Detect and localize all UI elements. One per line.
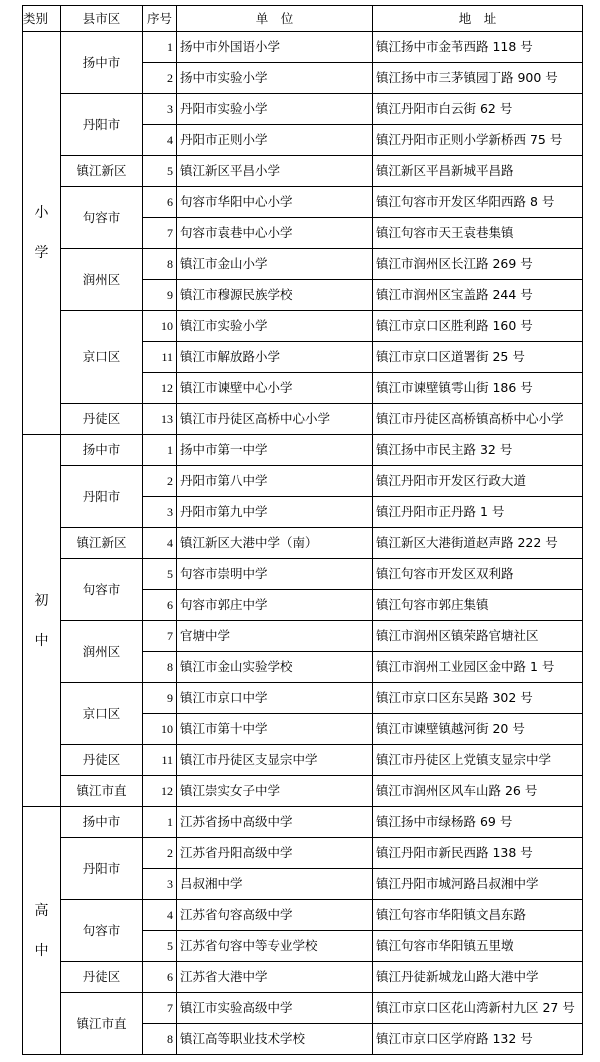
address-cell: 镇江句容市华阳镇文昌东路 [373,900,583,931]
seq-cell: 8 [143,1024,177,1055]
address-cell: 镇江丹徒新城龙山路大港中学 [373,962,583,993]
seq-cell: 2 [143,63,177,94]
seq-cell: 6 [143,187,177,218]
table-row [23,404,583,435]
unit-cell: 江苏省句容高级中学 [177,900,373,931]
unit-cell: 镇江市金山小学 [177,249,373,280]
unit-cell: 江苏省丹阳高级中学 [177,838,373,869]
seq-cell: 3 [143,869,177,900]
table-row [23,900,583,931]
seq-cell: 6 [143,590,177,621]
district-cell: 润州区 [61,249,143,311]
district-cell: 丹徒区 [61,745,143,776]
address-cell: 镇江市润州区长江路 269 号 [373,249,583,280]
address-cell: 镇江句容市华阳镇五里墩 [373,931,583,962]
seq-cell: 3 [143,497,177,528]
address-cell: 镇江市京口区花山湾新村九区 27 号 [373,993,583,1024]
table-row [23,528,583,559]
table-row [23,776,583,807]
table-row [23,683,583,714]
unit-cell: 扬中市第一中学 [177,435,373,466]
address-cell: 镇江市丹徒区上党镇支显宗中学 [373,745,583,776]
unit-cell: 江苏省句容中等专业学校 [177,931,373,962]
unit-cell: 江苏省扬中高级中学 [177,807,373,838]
unit-cell: 镇江市实验高级中学 [177,993,373,1024]
table-row [23,838,583,869]
seq-cell: 7 [143,218,177,249]
address-cell: 镇江扬中市民主路 32 号 [373,435,583,466]
unit-cell: 丹阳市实验小学 [177,94,373,125]
district-cell: 扬中市 [61,807,143,838]
seq-cell: 10 [143,714,177,745]
address-cell: 镇江市京口区学府路 132 号 [373,1024,583,1055]
address-cell: 镇江市谏壁镇雩山街 186 号 [373,373,583,404]
table-body [23,32,583,1055]
unit-cell: 丹阳市第九中学 [177,497,373,528]
seq-cell: 5 [143,931,177,962]
unit-cell: 镇江高等职业技术学校 [177,1024,373,1055]
address-cell: 镇江丹阳市正则小学新桥西 75 号 [373,125,583,156]
address-cell: 镇江市谏壁镇越河街 20 号 [373,714,583,745]
header-row [23,6,583,32]
category-char: 学 [34,245,49,261]
unit-cell: 镇江崇实女子中学 [177,776,373,807]
district-cell: 镇江新区 [61,528,143,559]
seq-cell: 4 [143,528,177,559]
address-cell: 镇江句容市郭庄集镇 [373,590,583,621]
seq-cell: 1 [143,32,177,63]
seq-cell: 6 [143,962,177,993]
unit-cell: 镇江市第十中学 [177,714,373,745]
seq-cell: 4 [143,900,177,931]
seq-cell: 11 [143,745,177,776]
table-row [23,249,583,280]
district-cell: 京口区 [61,311,143,404]
unit-cell: 镇江市丹徒区支显宗中学 [177,745,373,776]
table-row [23,466,583,497]
district-cell: 京口区 [61,683,143,745]
seq-cell: 2 [143,466,177,497]
address-cell: 镇江扬中市绿杨路 69 号 [373,807,583,838]
district-cell: 丹阳市 [61,94,143,156]
address-cell: 镇江市润州区宝盖路 244 号 [373,280,583,311]
unit-cell: 镇江市丹徒区高桥中心小学 [177,404,373,435]
seq-cell: 7 [143,621,177,652]
category-char: 高 [34,902,49,919]
header-category: 类别 [23,6,61,32]
address-cell: 镇江丹阳市正丹路 1 号 [373,497,583,528]
district-cell: 扬中市 [61,32,143,94]
unit-cell: 句容市崇明中学 [177,559,373,590]
header-unit: 单 位 [177,6,373,32]
table-row [23,993,583,1024]
address-cell: 镇江市京口区胜利路 160 号 [373,311,583,342]
address-cell: 镇江扬中市金苇西路 118 号 [373,32,583,63]
category-cell [23,807,61,1055]
seq-cell: 12 [143,373,177,404]
seq-cell: 3 [143,94,177,125]
table-row [23,745,583,776]
table-row [23,807,583,838]
address-cell: 镇江新区大港街道赵声路 222 号 [373,528,583,559]
district-cell: 句容市 [61,559,143,621]
header-address: 地 址 [373,6,583,32]
seq-cell: 13 [143,404,177,435]
address-cell: 镇江市京口区道署街 25 号 [373,342,583,373]
district-cell: 丹徒区 [61,962,143,993]
address-cell: 镇江句容市开发区双利路 [373,559,583,590]
district-cell: 扬中市 [61,435,143,466]
seq-cell: 10 [143,311,177,342]
district-cell: 丹阳市 [61,838,143,900]
seq-cell: 11 [143,342,177,373]
unit-cell: 吕叔湘中学 [177,869,373,900]
district-cell: 句容市 [61,187,143,249]
unit-cell: 镇江市金山实验学校 [177,652,373,683]
unit-cell: 镇江市谏壁中心小学 [177,373,373,404]
district-cell: 镇江市直 [61,776,143,807]
table-row [23,962,583,993]
address-cell: 镇江扬中市三茅镇园丁路 900 号 [373,63,583,94]
address-cell: 镇江市丹徒区高桥镇高桥中心小学 [373,404,583,435]
address-cell: 镇江市润州工业园区金中路 1 号 [373,652,583,683]
district-cell: 丹徒区 [61,404,143,435]
district-cell: 句容市 [61,900,143,962]
address-cell: 镇江市润州区风车山路 26 号 [373,776,583,807]
unit-cell: 镇江市实验小学 [177,311,373,342]
district-cell: 镇江市直 [61,993,143,1055]
district-cell: 镇江新区 [61,156,143,187]
unit-cell: 镇江市京口中学 [177,683,373,714]
category-cell [23,32,61,435]
seq-cell: 1 [143,435,177,466]
table-row [23,187,583,218]
unit-cell: 丹阳市第八中学 [177,466,373,497]
seq-cell: 9 [143,683,177,714]
unit-cell: 扬中市实验小学 [177,63,373,94]
unit-cell: 官塘中学 [177,621,373,652]
unit-cell: 镇江市穆源民族学校 [177,280,373,311]
district-cell: 润州区 [61,621,143,683]
address-cell: 镇江新区平昌新城平昌路 [373,156,583,187]
unit-cell: 句容市华阳中心小学 [177,187,373,218]
category-char: 中 [34,942,49,959]
address-cell: 镇江市润州区镇荣路官塘社区 [373,621,583,652]
unit-cell: 江苏省大港中学 [177,962,373,993]
table-row [23,32,583,63]
seq-cell: 4 [143,125,177,156]
unit-cell: 镇江新区大港中学（南） [177,528,373,559]
table-row [23,435,583,466]
seq-cell: 2 [143,838,177,869]
category-char: 小 [34,205,49,221]
table-row [23,621,583,652]
school-table [22,5,583,1055]
address-cell: 镇江丹阳市城河路吕叔湘中学 [373,869,583,900]
seq-cell: 12 [143,776,177,807]
address-cell: 镇江丹阳市白云街 62 号 [373,94,583,125]
address-cell: 镇江句容市开发区华阳西路 8 号 [373,187,583,218]
unit-cell: 句容市郭庄中学 [177,590,373,621]
unit-cell: 镇江市解放路小学 [177,342,373,373]
category-cell [23,435,61,807]
category-char: 初 [34,592,49,609]
seq-cell: 1 [143,807,177,838]
seq-cell: 8 [143,652,177,683]
table-row [23,156,583,187]
table-row [23,94,583,125]
seq-cell: 5 [143,156,177,187]
category-char: 中 [34,632,49,649]
unit-cell: 丹阳市正则小学 [177,125,373,156]
unit-cell: 扬中市外国语小学 [177,32,373,63]
table-row [23,559,583,590]
seq-cell: 5 [143,559,177,590]
table-row [23,311,583,342]
address-cell: 镇江丹阳市新民西路 138 号 [373,838,583,869]
header-seq: 序号 [143,6,177,32]
unit-cell: 镇江新区平昌小学 [177,156,373,187]
address-cell: 镇江句容市天王袁巷集镇 [373,218,583,249]
seq-cell: 7 [143,993,177,1024]
unit-cell: 句容市袁巷中心小学 [177,218,373,249]
seq-cell: 9 [143,280,177,311]
address-cell: 镇江丹阳市开发区行政大道 [373,466,583,497]
district-cell: 丹阳市 [61,466,143,528]
seq-cell: 8 [143,249,177,280]
header-district: 县市区 [61,6,143,32]
address-cell: 镇江市京口区东吴路 302 号 [373,683,583,714]
